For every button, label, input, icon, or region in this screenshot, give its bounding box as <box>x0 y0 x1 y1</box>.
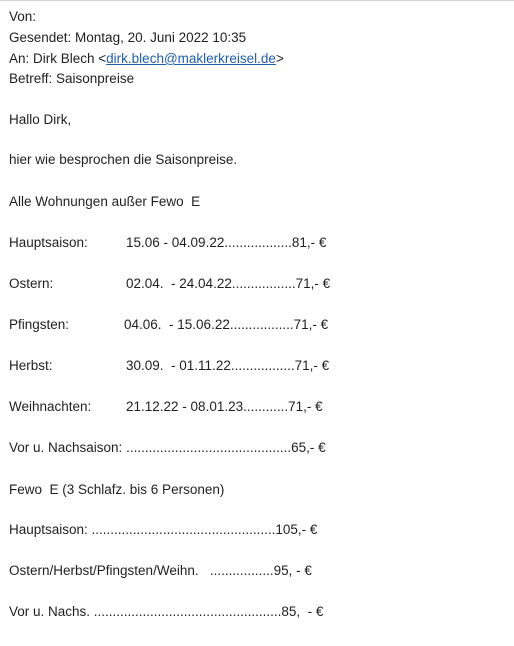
subject-field: Betreff: Saisonpreise <box>9 71 135 86</box>
price-row: Ostern/Herbst/Pfingsten/Weihn. .................95, - € <box>9 563 312 578</box>
price-row-value: 02.04. - 24.04.22.................71,- € <box>126 276 331 291</box>
to-suffix: > <box>275 51 284 66</box>
from-field: Von: <box>9 9 37 24</box>
price-row-value: 04.06. - 15.06.22.................71,- € <box>124 317 329 332</box>
price-row: Vor u. Nachs. ..................................................85, - € <box>9 604 324 619</box>
price-row-value: 21.12.22 - 08.01.23............71,- € <box>126 399 323 414</box>
price-row-label: Hauptsaison: <box>9 235 88 250</box>
price-row-label: Pfingsten: <box>9 317 70 332</box>
top-divider <box>0 0 514 1</box>
price-row-label: Ostern: <box>9 276 54 291</box>
price-row-label: Weihnachten: <box>9 399 92 414</box>
intro-text: hier wie besprochen die Saisonpreise. <box>9 152 238 167</box>
to-prefix: An: Dirk Blech < <box>9 51 107 66</box>
price-row: Hauptsaison: .................................................105,- € <box>9 522 318 537</box>
section2-title: Fewo E (3 Schlafz. bis 6 Personen) <box>9 482 225 497</box>
to-field <box>9 51 284 67</box>
recipient-email-link[interactable]: dirk.blech@maklerkreisel.de <box>106 51 276 66</box>
section1-title: Alle Wohnungen außer Fewo E <box>9 194 201 209</box>
price-row-value: 30.09. - 01.11.22.................71,- € <box>126 358 330 373</box>
price-row-label: Herbst: <box>9 358 53 373</box>
off-season-row: Vor u. Nachsaison: ............................................65,- € <box>9 440 326 455</box>
price-row-value: 15.06 - 04.09.22..................81,- € <box>126 235 327 250</box>
sent-field: Gesendet: Montag, 20. Juni 2022 10:35 <box>9 30 247 45</box>
greeting: Hallo Dirk, <box>9 112 72 127</box>
